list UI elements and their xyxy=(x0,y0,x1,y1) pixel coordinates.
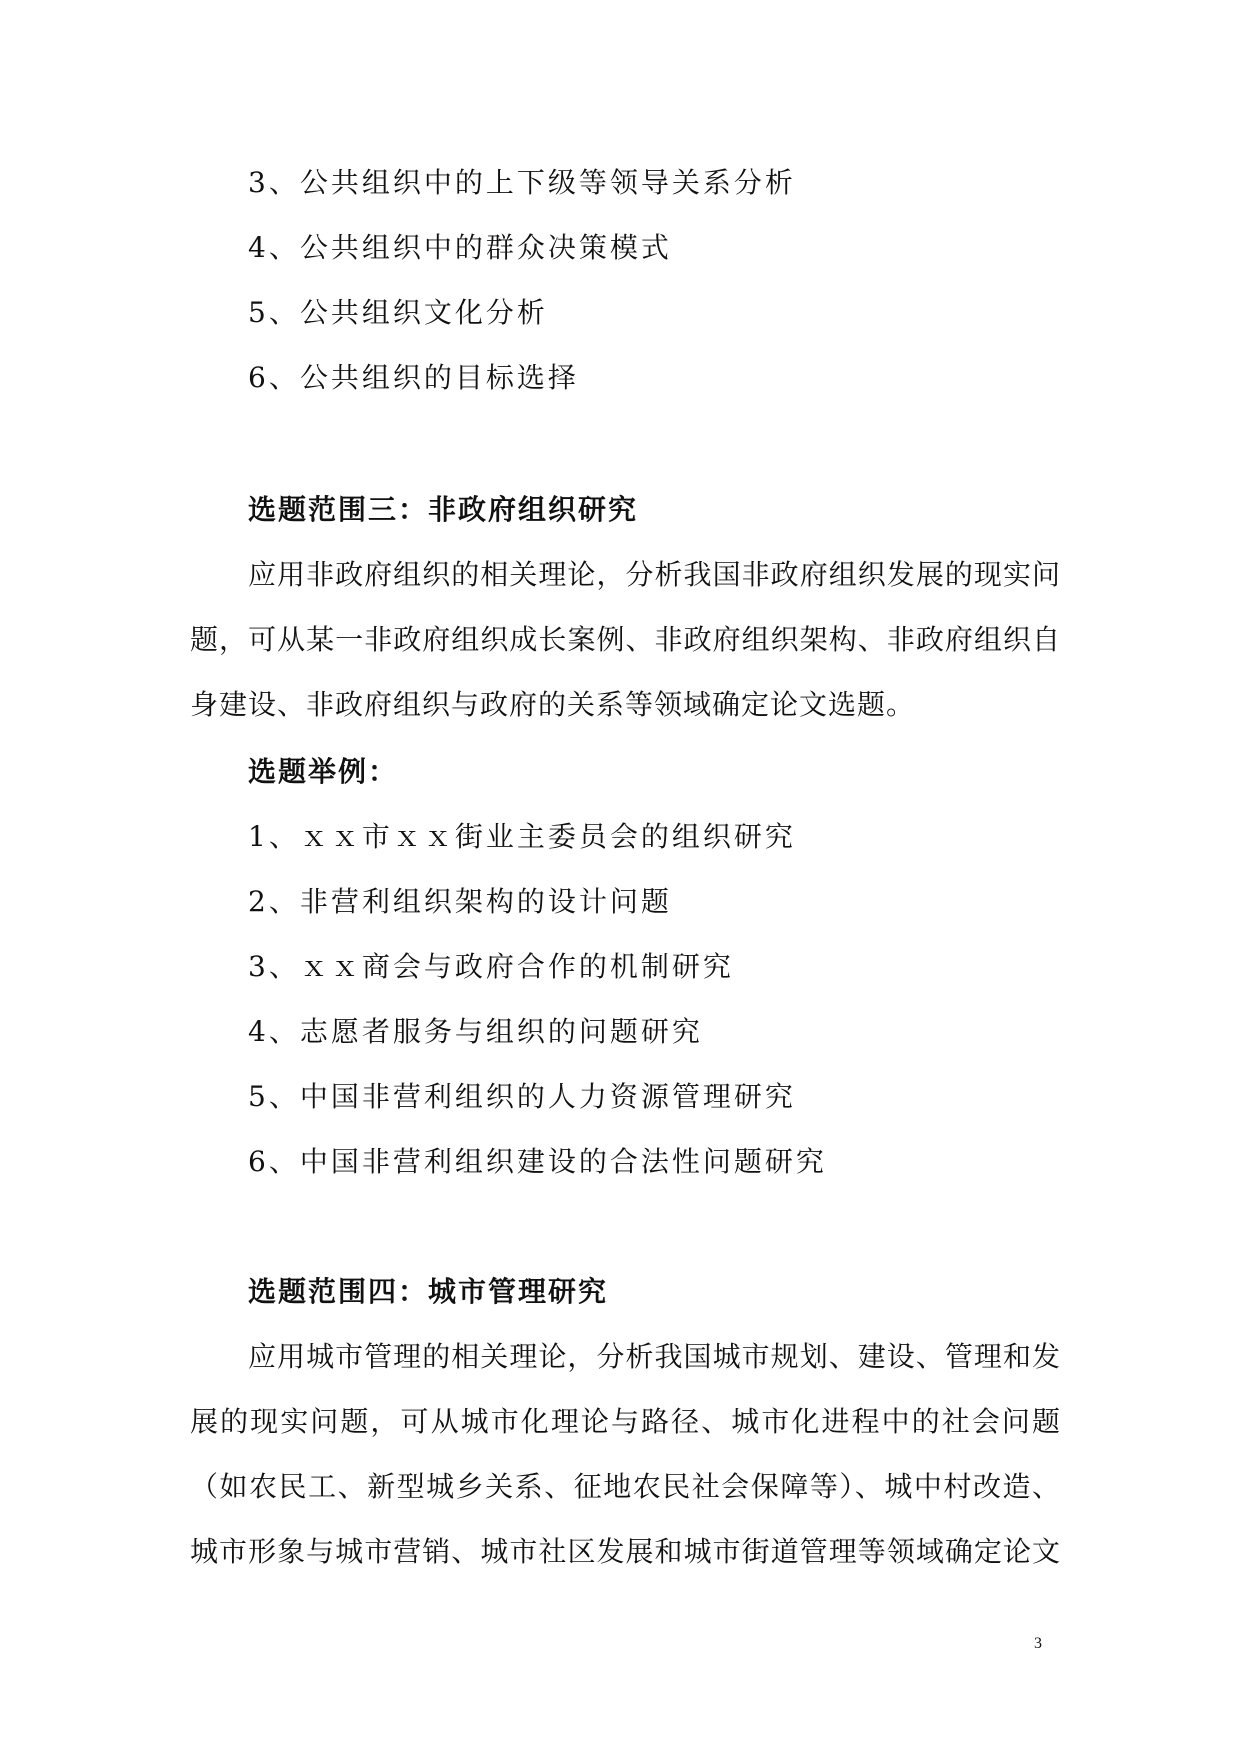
paragraph-line: 题，可从某一非政府组织成长案例、非政府组织架构、非政府组织自 xyxy=(190,623,1060,656)
paragraph-line: 城市形象与城市营销、城市社区发展和城市街道管理等领域确定论文 xyxy=(190,1535,1060,1568)
list-item: 6、公共组织的目标选择 xyxy=(248,361,579,394)
list-item: 4、志愿者服务与组织的问题研究 xyxy=(248,1015,703,1048)
paragraph-line: 应用城市管理的相关理论，分析我国城市规划、建设、管理和发 xyxy=(248,1340,1060,1373)
list-item: 2、非营利组织架构的设计问题 xyxy=(248,885,672,918)
list-item: 3、ｘｘ商会与政府合作的机制研究 xyxy=(248,950,734,983)
section-heading: 选题范围四：城市管理研究 xyxy=(248,1275,609,1308)
paragraph-line: 应用非政府组织的相关理论，分析我国非政府组织发展的现实问 xyxy=(248,558,1060,591)
section-heading: 选题范围三：非政府组织研究 xyxy=(248,493,639,526)
list-item: 5、中国非营利组织的人力资源管理研究 xyxy=(248,1080,796,1113)
list-item: 3、公共组织中的上下级等领导关系分析 xyxy=(248,166,796,199)
paragraph-line: 身建设、非政府组织与政府的关系等领域确定论文选题。 xyxy=(190,688,916,721)
examples-heading: 选题举例： xyxy=(248,755,399,788)
list-item: 5、公共组织文化分析 xyxy=(248,296,548,329)
list-item: 4、公共组织中的群众决策模式 xyxy=(248,231,672,264)
list-item: 6、中国非营利组织建设的合法性问题研究 xyxy=(248,1145,827,1178)
page-number: 3 xyxy=(1034,1635,1042,1652)
paragraph-line: （如农民工、新型城乡关系、征地农民社会保障等）、城中村改造、 xyxy=(190,1470,1060,1503)
list-item: 1、ｘｘ市ｘｘ街业主委员会的组织研究 xyxy=(248,820,796,853)
paragraph-line: 展的现实问题，可从城市化理论与路径、城市化进程中的社会问题 xyxy=(190,1405,1060,1438)
